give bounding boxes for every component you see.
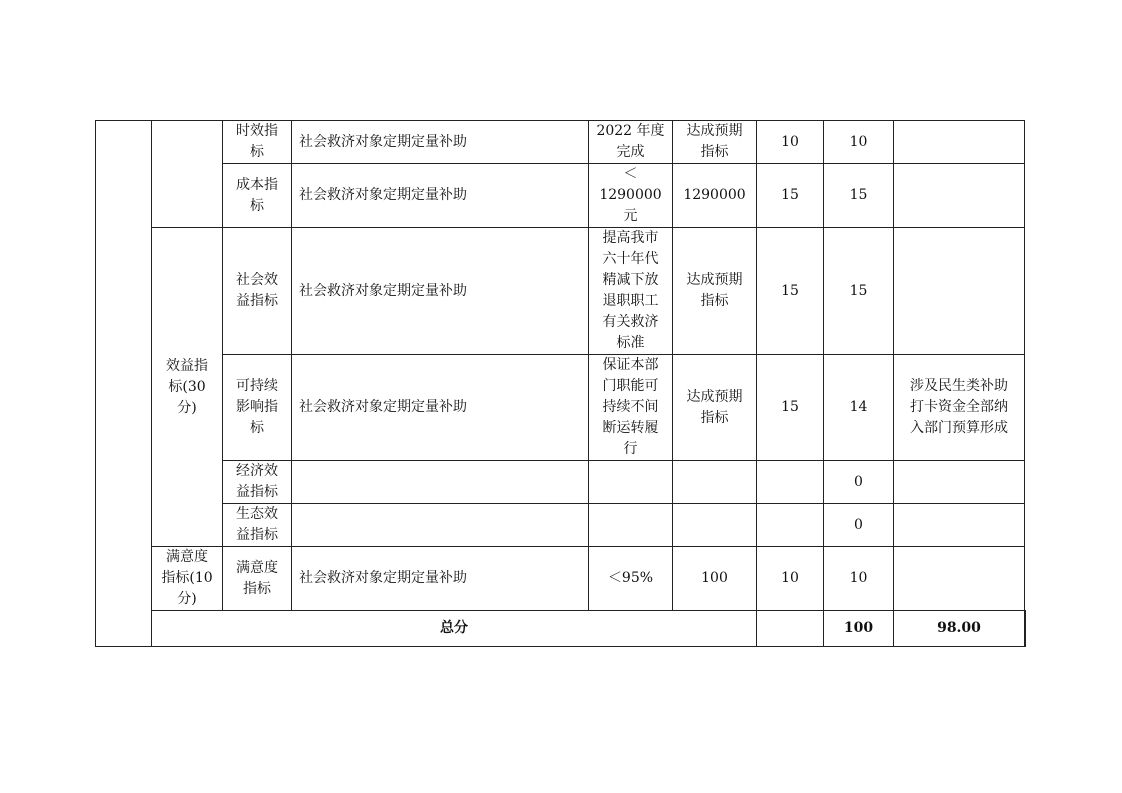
- score-value: 15: [824, 164, 894, 228]
- level3-indicator: 可持续 影响指 标: [223, 355, 292, 461]
- actual-value: [673, 504, 757, 547]
- level3-indicator: 经济效 益指标: [223, 461, 292, 504]
- level3-indicator: 成本指 标: [223, 164, 292, 228]
- level3-indicator: 社会效 益指标: [223, 228, 292, 355]
- weight-value: 10: [757, 121, 824, 164]
- weight-value: [757, 504, 824, 547]
- total-score: 98.00: [894, 611, 1025, 647]
- weight-value: 10: [757, 547, 824, 611]
- score-value: 0: [824, 461, 894, 504]
- score-value: 10: [824, 121, 894, 164]
- actual-value: [673, 461, 757, 504]
- weight-value: [757, 461, 824, 504]
- note-cell: 涉及民生类补助 打卡资金全部纳 入部门预算形成: [894, 355, 1025, 461]
- table-row: [96, 121, 1026, 164]
- level2-cell: [152, 121, 223, 228]
- target-value: 保证本部 门职能可 持续不间 断运转履 行: [589, 355, 673, 461]
- note-cell: [894, 121, 1025, 164]
- actual-value: 达成预期 指标: [673, 228, 757, 355]
- performance-table-page: [95, 120, 1026, 647]
- target-value: [589, 504, 673, 547]
- actual-value: 达成预期 指标: [673, 355, 757, 461]
- note-cell: [894, 504, 1025, 547]
- target-value: ＜ 1290000 元: [589, 164, 673, 228]
- total-note: [1025, 611, 1026, 647]
- weight-value: 15: [757, 228, 824, 355]
- target-value: 提高我市 六十年代 精减下放 退职职工 有关救济 标准: [589, 228, 673, 355]
- table-row: [96, 164, 1026, 228]
- total-blank: [757, 611, 824, 647]
- weight-value: 15: [757, 355, 824, 461]
- total-row: [96, 611, 1026, 647]
- table-row: [96, 504, 1026, 547]
- target-value: 2022 年度 完成: [589, 121, 673, 164]
- note-cell: [894, 547, 1025, 611]
- indicator-content: 社会救济对象定期定量补助: [292, 355, 589, 461]
- table-row: [96, 228, 1026, 355]
- actual-value: 达成预期 指标: [673, 121, 757, 164]
- level3-indicator: 时效指 标: [223, 121, 292, 164]
- score-value: 15: [824, 228, 894, 355]
- table-row: [96, 355, 1026, 461]
- total-label: 总分: [152, 611, 757, 647]
- note-cell: [894, 164, 1025, 228]
- actual-value: 1290000: [673, 164, 757, 228]
- indicator-content: 社会救济对象定期定量补助: [292, 121, 589, 164]
- target-value: ＜95%: [589, 547, 673, 611]
- indicator-content: [292, 461, 589, 504]
- indicator-content: 社会救济对象定期定量补助: [292, 164, 589, 228]
- total-weight: 100: [824, 611, 894, 647]
- target-value: [589, 461, 673, 504]
- performance-evaluation-table: [95, 120, 1026, 647]
- level1-cell: [96, 121, 152, 647]
- note-cell: [894, 228, 1025, 355]
- indicator-content: [292, 504, 589, 547]
- level3-indicator: 满意度 指标: [223, 547, 292, 611]
- table-row: [96, 547, 1026, 611]
- score-value: 0: [824, 504, 894, 547]
- satisfaction-group-label: 满意度 指标(10 分): [152, 547, 223, 611]
- note-cell: [894, 461, 1025, 504]
- weight-value: 15: [757, 164, 824, 228]
- score-value: 10: [824, 547, 894, 611]
- level3-indicator: 生态效 益指标: [223, 504, 292, 547]
- benefit-group-label: 效益指 标(30 分): [152, 228, 223, 547]
- indicator-content: 社会救济对象定期定量补助: [292, 547, 589, 611]
- table-row: [96, 461, 1026, 504]
- actual-value: 100: [673, 547, 757, 611]
- indicator-content: 社会救济对象定期定量补助: [292, 228, 589, 355]
- score-value: 14: [824, 355, 894, 461]
